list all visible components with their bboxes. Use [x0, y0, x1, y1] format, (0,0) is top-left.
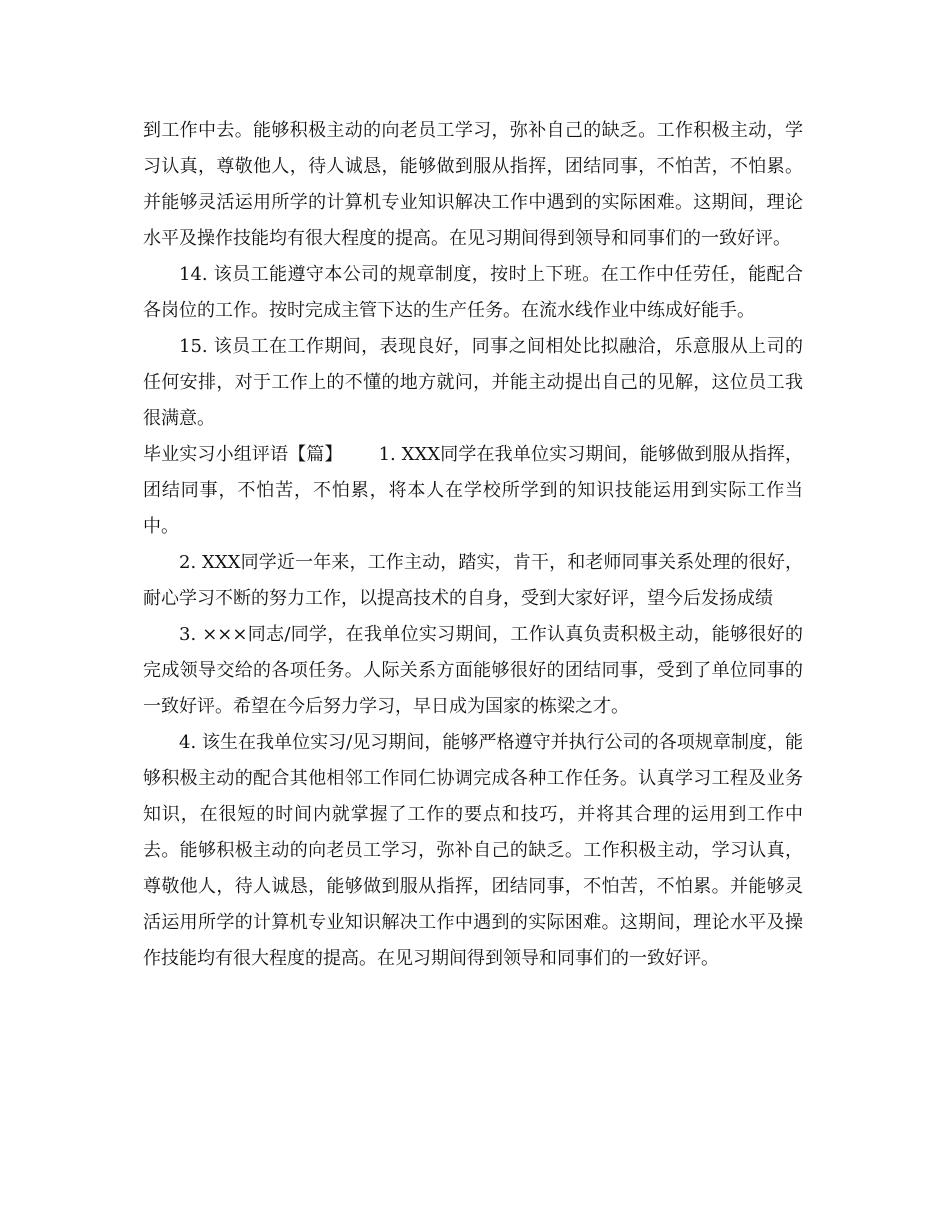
document-page [143, 113, 803, 977]
section-heading: 毕业实习小组评语【篇】 [143, 444, 343, 465]
paragraph-item-14: 14. 该员工能遵守本公司的规章制度，按时上下班。在工作中任劳任，能配合各岗位的工作。按时完成主管下达的生产任务。在流水线作业中练成好能手。 [143, 264, 803, 321]
paragraph-item-3: 3. ×××同志/同学，在我单位实习期间，工作认真负责积极主动，能够很好的完成领导交给的各项任务。人际关系方面能够很好的团结同事，受到了单位同事的一致好评。希望在今后努力学习，早日成为国家的栋梁之才。 [143, 624, 803, 717]
paragraph-section-start [143, 437, 803, 545]
paragraph-item-1: 1. XXX同学在我单位实习期间，能够做到服从指挥，团结同事，不怕苦，不怕累，将本人在学校所学到的知识技能运用到实际工作当中。 [143, 444, 804, 537]
paragraph-item-4: 4. 该生在我单位实习/见习期间，能够严格遵守并执行公司的各项规章制度，能够积极主动的配合其他相邻工作同仁协调完成各种工作任务。认真学习工程及业务知识，在很短的时间内就掌握了工作的要点和技巧，并将其合理的运用到工作中去。能够积极主动的向老员工学习，弥补自己的缺乏。工作积极主动，学习认真，尊敬他人，待人诚恳，能够做到服从指挥，团结同事，不怕苦，不怕累。并能够灵活运用所学的计算机专业知识解决工作中遇到的实际困难。这期间，理论水平及操作技能均有很大程度的提高。在见习期间得到领导和同事们的一致好评。 [143, 732, 803, 969]
paragraph-item-2: 2. XXX同学近一年来，工作主动，踏实，肯干，和老师同事关系处理的很好，耐心学习不断的努力工作，以提高技术的自身，受到大家好评，望今后发扬成绩 [143, 552, 803, 609]
paragraph-continued: 到工作中去。能够积极主动的向老员工学习，弥补自己的缺乏。工作积极主动，学习认真，尊敬他人，待人诚恳，能够做到服从指挥，团结同事，不怕苦，不怕累。并能够灵活运用所学的计算机专业知识解决工作中遇到的实际困难。这期间，理论水平及操作技能均有很大程度的提高。在见习期间得到领导和同事们的一致好评。 [143, 120, 803, 249]
paragraph-item-15: 15. 该员工在工作期间，表现良好，同事之间相处比拟融洽，乐意服从上司的任何安排，对于工作上的不懂的地方就问，并能主动提出自己的见解，这位员工我很满意。 [143, 336, 803, 429]
